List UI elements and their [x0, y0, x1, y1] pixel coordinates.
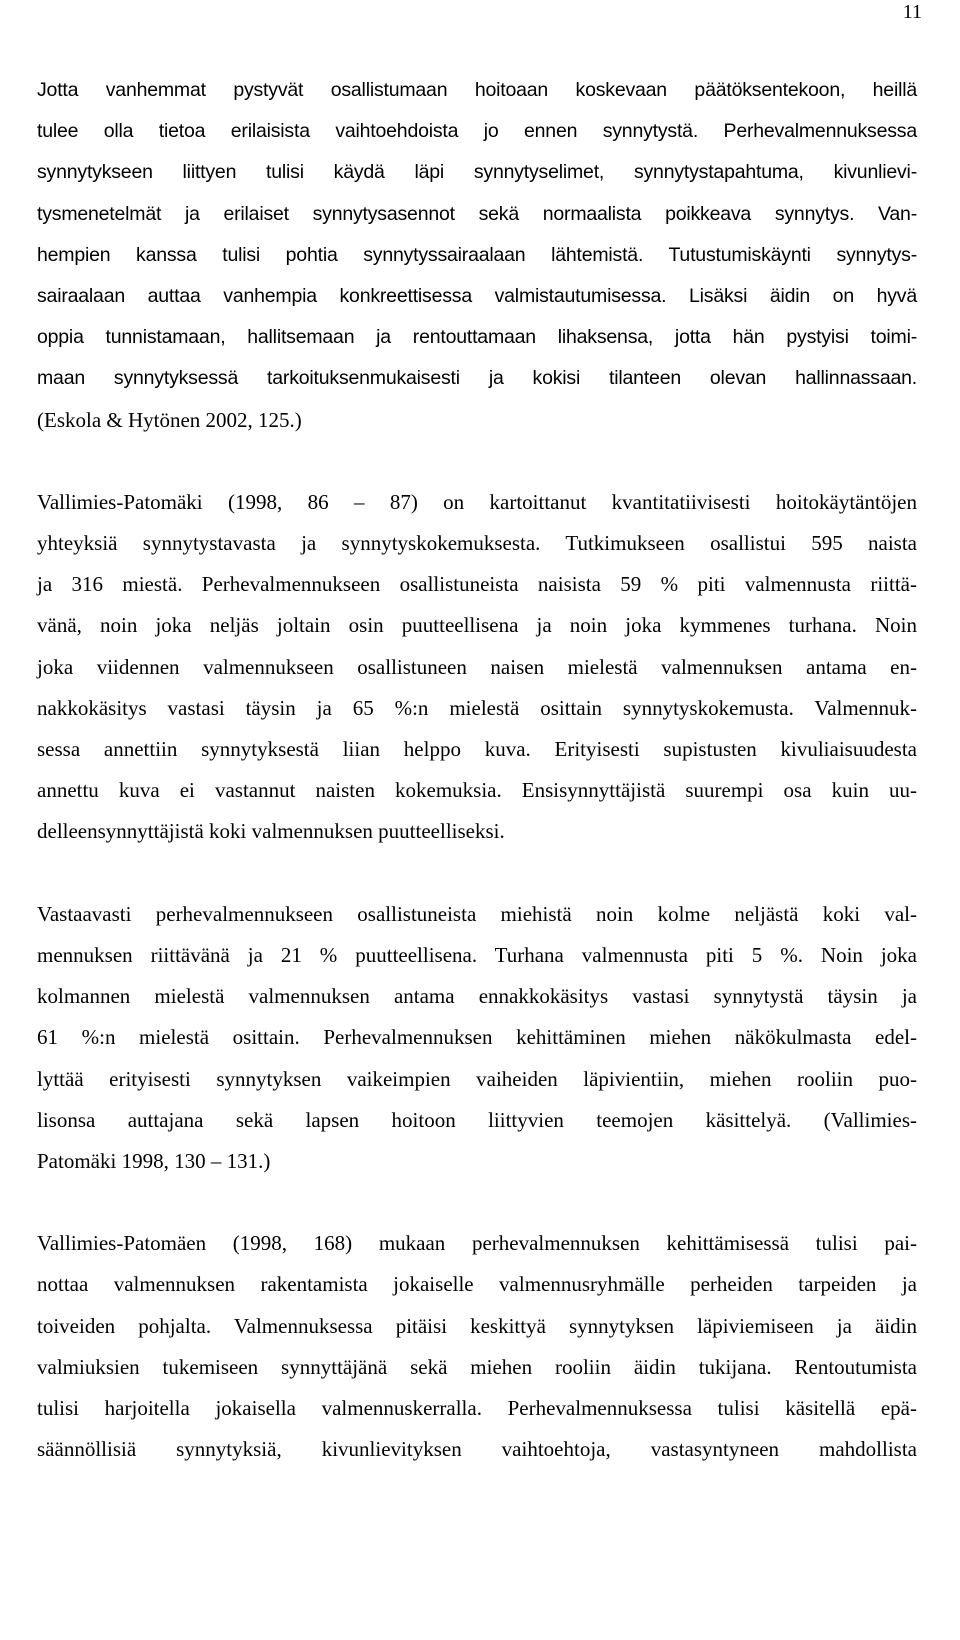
document-body — [37, 70, 917, 1470]
text-line: Patomäki 1998, 130 – 131.) — [37, 1148, 271, 1173]
text-line: joka viidennen valmennukseen osallistuneen naisen mielestä valmennuksen antama en- — [37, 654, 917, 679]
text-line: toiveiden pohjalta. Valmennuksessa pitäisi keskittyä synnytyksen läpiviemiseen ja äidin — [37, 1313, 917, 1338]
text-line: kolmannen mielestä valmennuksen antama ennakkokäsitys vastasi synnytystä täysin ja — [37, 984, 917, 1009]
text-line: tulee olla tietoa erilaisista vaihtoehdoista jo ennen synnytystä. Perhevalmennuksessa — [37, 120, 917, 143]
text-line: tysmenetelmät ja erilaiset synnytysasennot sekä normaalista poikkeava synnytys. Van- — [37, 202, 917, 225]
paragraph — [37, 1223, 917, 1470]
text-line: (Eskola & Hytönen 2002, 125.) — [37, 407, 302, 432]
text-line: tulisi harjoitella jokaisella valmennuskerralla. Perhevalmennuksessa tulisi käsitellä epä- — [37, 1396, 917, 1420]
text-line: vänä, noin joka neljäs joltain osin puutteellisena ja noin joka kymmenes turhana. Noin — [37, 613, 917, 638]
text-line: sessa annettiin synnytyksestä liian helppo kuva. Erityisesti supistusten kivuliaisuudesta — [37, 737, 917, 761]
text-line: säännöllisiä synnytyksiä, kivunlievityksen vaihtoehtoja, vastasyntyneen mahdollista — [37, 1437, 917, 1462]
text-line: Jotta vanhemmat pystyvät osallistumaan hoitoaan koskevaan päätöksentekoon, heillä — [37, 79, 917, 101]
paragraph — [37, 894, 917, 1182]
text-line: nakkokäsitys vastasi täysin ja 65 %:n mielestä osittain synnytyskokemusta. Valmennuk- — [37, 695, 917, 720]
text-line: Vastaavasti perhevalmennukseen osallistuneista miehistä noin kolme neljästä koki val- — [37, 901, 917, 926]
paragraph — [37, 482, 917, 853]
text-line: Vallimies-Patomäki (1998, 86 – 87) on kartoittanut kvantitatiivisesti hoitokäytäntöjen — [37, 489, 917, 514]
text-line: oppia tunnistamaan, hallitsemaan ja rentouttamaan lihaksensa, jotta hän pystyisi toimi- — [37, 326, 917, 349]
text-line: maan synnytyksessä tarkoituksenmukaisesti ja kokisi tilanteen olevan hallinnassaan. — [37, 367, 917, 390]
text-line: nottaa valmennuksen rakentamista jokaiselle valmennusryhmälle perheiden tarpeiden ja — [37, 1272, 917, 1297]
page-number: 11 — [902, 1, 922, 23]
text-line: lyttää erityisesti synnytyksen vaikeimpien vaiheiden läpivientiin, miehen rooliin puo- — [37, 1066, 917, 1091]
paragraph-gap — [37, 1182, 917, 1223]
text-line: sairaalaan auttaa vanhempia konkreettisessa valmistautumisessa. Lisäksi äidin on hyvä — [37, 284, 917, 307]
text-line: yhteyksiä synnytystavasta ja synnytyskokemuksesta. Tutkimukseen osallistui 595 naista — [37, 531, 917, 556]
text-line: 61 %:n mielestä osittain. Perhevalmennuksen kehittäminen miehen näkökulmasta edel- — [37, 1025, 917, 1050]
text-line: annettu kuva ei vastannut naisten kokemuksia. Ensisynnyttäjistä suurempi osa kuin uu- — [37, 778, 917, 803]
text-line: synnytykseen liittyen tulisi käydä läpi synnytyselimet, synnytystapahtuma, kivunlievi- — [37, 161, 917, 184]
text-line: mennuksen riittävänä ja 21 % puutteellisena. Turhana valmennusta piti 5 %. Noin joka — [37, 942, 917, 967]
text-line: delleensynnyttäjistä koki valmennuksen puutteelliseksi. — [37, 819, 505, 844]
text-line: lisonsa auttajana sekä lapsen hoitoon liittyvien teemojen käsittelyä. (Vallimies- — [37, 1107, 917, 1132]
text-line: Vallimies-Patomäen (1998, 168) mukaan perhevalmennuksen kehittämisessä tulisi pai- — [37, 1231, 917, 1256]
text-line: hempien kanssa tulisi pohtia synnytyssairaalaan lähtemistä. Tutustumiskäynti synnytys- — [37, 243, 917, 266]
paragraph-gap — [37, 441, 917, 482]
text-line: ja 316 miestä. Perhevalmennukseen osallistuneista naisista 59 % piti valmennusta riittä- — [37, 572, 917, 597]
paragraph — [37, 70, 917, 441]
paragraph-gap — [37, 853, 917, 894]
text-line: valmiuksien tukemiseen synnyttäjänä sekä miehen rooliin äidin tukijana. Rentoutumista — [37, 1354, 917, 1379]
